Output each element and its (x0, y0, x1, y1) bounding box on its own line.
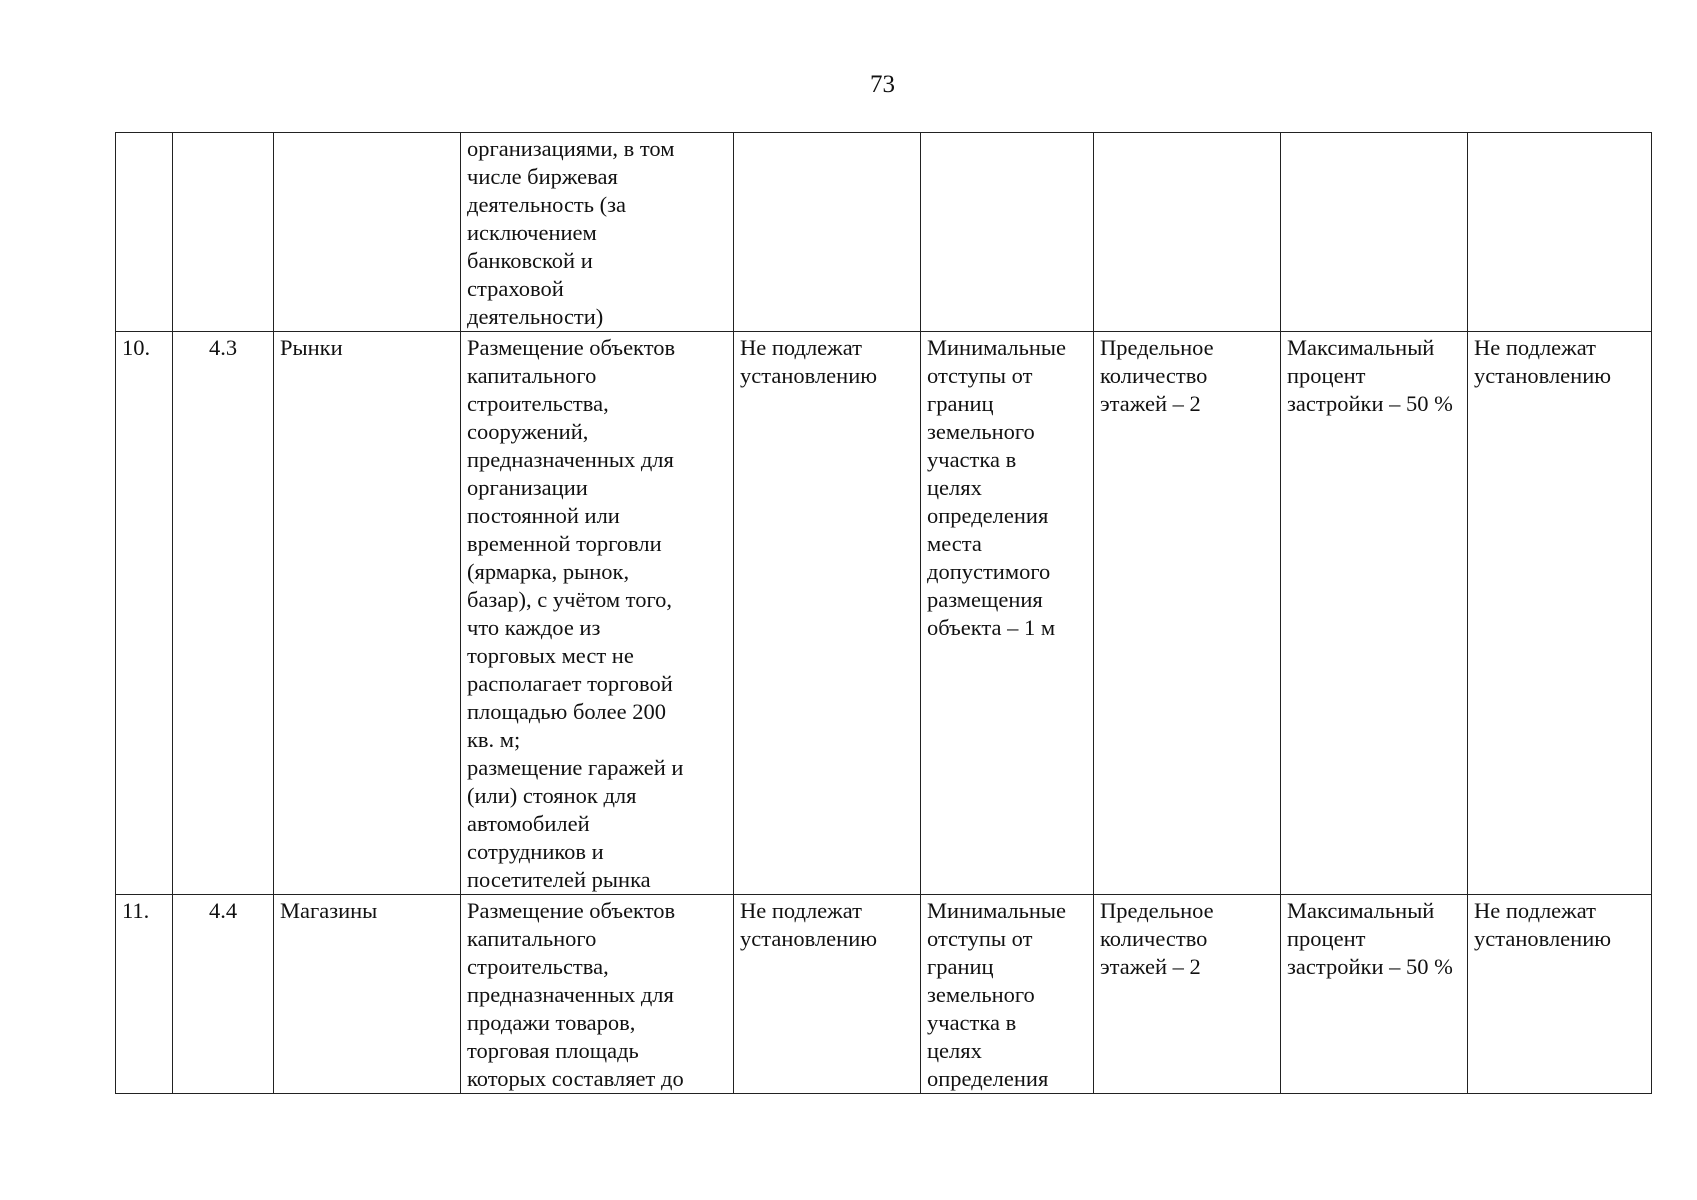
table-row (116, 133, 1652, 332)
column-5-cell (734, 133, 921, 332)
row-number-cell: 10. (116, 332, 173, 895)
column-5-cell: Не подлежат установлению (734, 895, 921, 1094)
use-name-cell (274, 133, 461, 332)
floors-cell: Предельное количество этажей – 2 (1094, 332, 1281, 895)
description-cell: Размещение объектов капитального строительства, предназначенных для продажи товаров, торговая площадь которых составляет до (461, 895, 734, 1094)
coverage-cell: Максимальный процент застройки – 50 % (1281, 895, 1468, 1094)
table-row (116, 332, 1652, 895)
setback-cell: Минимальные отступы от границ земельного участка в целях определения места допустимого размещения объекта – 1 м (921, 332, 1094, 895)
use-name-cell: Магазины (274, 895, 461, 1094)
floors-cell (1094, 133, 1281, 332)
table-row (116, 895, 1652, 1094)
code-cell: 4.4 (173, 895, 274, 1094)
zoning-table (115, 132, 1652, 1094)
column-9-cell: Не подлежат установлению (1468, 332, 1652, 895)
coverage-cell: Максимальный процент застройки – 50 % (1281, 332, 1468, 895)
page-number: 73 (870, 71, 895, 98)
column-5-cell: Не подлежат установлению (734, 332, 921, 895)
column-9-cell: Не подлежат установлению (1468, 895, 1652, 1094)
row-number-cell: 11. (116, 895, 173, 1094)
column-9-cell (1468, 133, 1652, 332)
code-cell (173, 133, 274, 332)
use-name-cell: Рынки (274, 332, 461, 895)
setback-cell (921, 133, 1094, 332)
coverage-cell (1281, 133, 1468, 332)
description-cell: организациями, в том числе биржевая деятельность (за исключением банковской и страховой деятельности) (461, 133, 734, 332)
setback-cell: Минимальные отступы от границ земельного участка в целях определения (921, 895, 1094, 1094)
description-cell: Размещение объектов капитального строительства, сооружений, предназначенных для организации постоянной или временной торговли (ярмарка, рынок, базар), с учётом того, что каждое из торговых мест не располагает торговой площадью более 200 кв. м; размещение гаражей и (или) стоянок для автомобилей сотрудников и посетителей рынка (461, 332, 734, 895)
floors-cell: Предельное количество этажей – 2 (1094, 895, 1281, 1094)
row-number-cell (116, 133, 173, 332)
code-cell: 4.3 (173, 332, 274, 895)
